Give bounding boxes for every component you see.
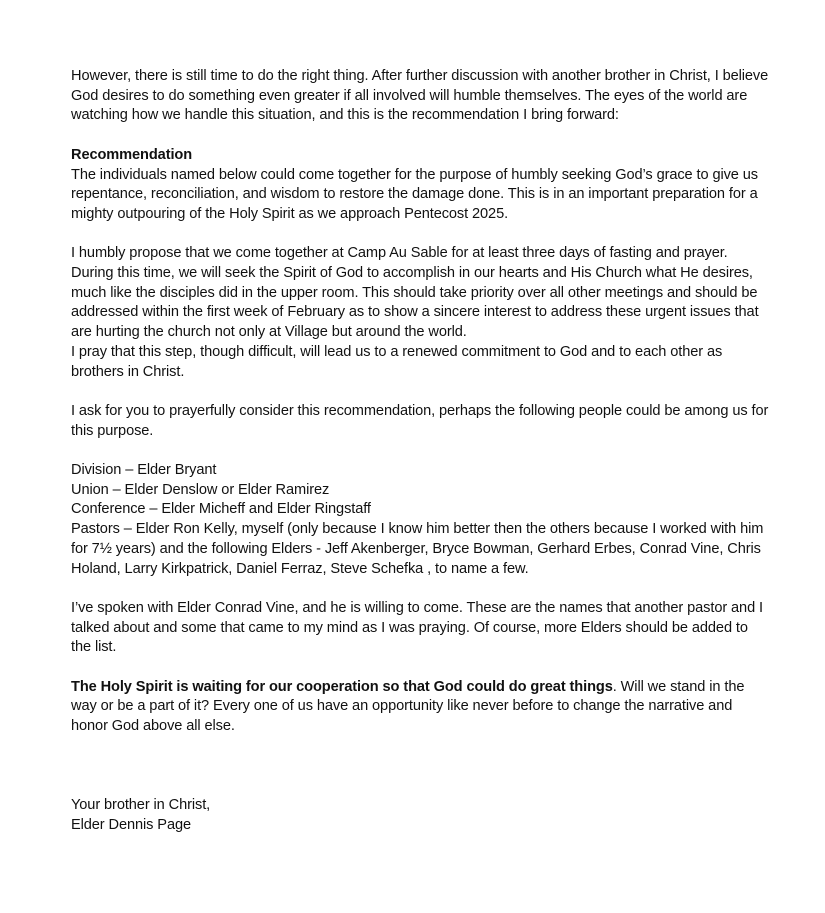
people-list: [71, 461, 771, 579]
signature-name: Elder Dennis Page: [71, 816, 191, 833]
paragraph-gap: [71, 126, 771, 146]
prayer-paragraph: I pray that this step, though difficult, will lead us to a renewed commitment to God and to each other as brothers in Christ.: [71, 343, 723, 380]
intro-paragraph: However, there is still time to do the right thing. After further discussion with another brother in Christ, I believe God desires to do something even greater if all involved will humble themselves. The eyes of the world are watching how we handle this situation, and this is the recommendation I bring forward:: [71, 68, 769, 124]
paragraph-gap: [71, 382, 771, 402]
letter-page: [71, 67, 771, 835]
proposal-paragraph: I humbly propose that we come together at Camp Au Sable for at least three days of fasting and prayer. During this time, we will seek the Spirit of God to accomplish in our hearts and His Church what He desires, much like the disciples did in the upper room. This should take priority over all other meetings and should be addressed within the first week of February as to show a sincere interest to address these urgent issues that are hurting the church not only at Village but around the world.: [71, 245, 759, 341]
paragraph-gap: [71, 579, 771, 599]
paragraph-gap: [71, 225, 771, 245]
signature-salutation: Your brother in Christ,: [71, 796, 211, 813]
recommendation-body: The individuals named below could come together for the purpose of humbly seeking God’s grace to give us repentance, reconciliation, and wisdom to restore the damage done. This is in an important preparation for a mighty outpouring of the Holy Spirit as we approach Pentecost 2025.: [71, 166, 758, 222]
spoken-paragraph: I’ve spoken with Elder Conrad Vine, and he is willing to come. These are the names that another pastor and I talked about and some that came to my mind as I was praying. Of course, more Elders should be added to the list.: [71, 599, 764, 656]
recommendation-heading: Recommendation: [71, 146, 193, 163]
people-list-item: Conference – Elder Micheff and Elder Ringstaff: [71, 501, 371, 518]
closing-paragraph: [71, 678, 771, 737]
consider-paragraph: I ask for you to prayerfully consider this recommendation, perhaps the following people could be among us for this purpose.: [71, 402, 769, 439]
people-list-item: Division – Elder Bryant: [71, 462, 217, 478]
signature-gap: [71, 737, 771, 796]
signature-block: [71, 796, 771, 835]
people-list-item: Union – Elder Denslow or Elder Ramirez: [71, 481, 330, 498]
paragraph-gap: [71, 441, 771, 461]
people-list-item: Pastors – Elder Ron Kelly, myself (only because I know him better then the others because I worked with him for 7½ years) and the following Elders - Jeff Akenberger, Bryce Bowman, Gerhard Erbes, Conrad Vine, Chris Holand, Larry Kirkpatrick, Daniel Ferraz, Steve Schefka , to name a few.: [71, 521, 764, 577]
closing-bold-text: The Holy Spirit is waiting for our cooperation so that God could do great things: [71, 678, 613, 695]
closing-rest-text: . Will we stand in the way or be a part of it? Every one of us have an opportunity like never before to change the narrative and honor God above all else.: [71, 678, 745, 735]
paragraph-gap: [71, 658, 771, 678]
